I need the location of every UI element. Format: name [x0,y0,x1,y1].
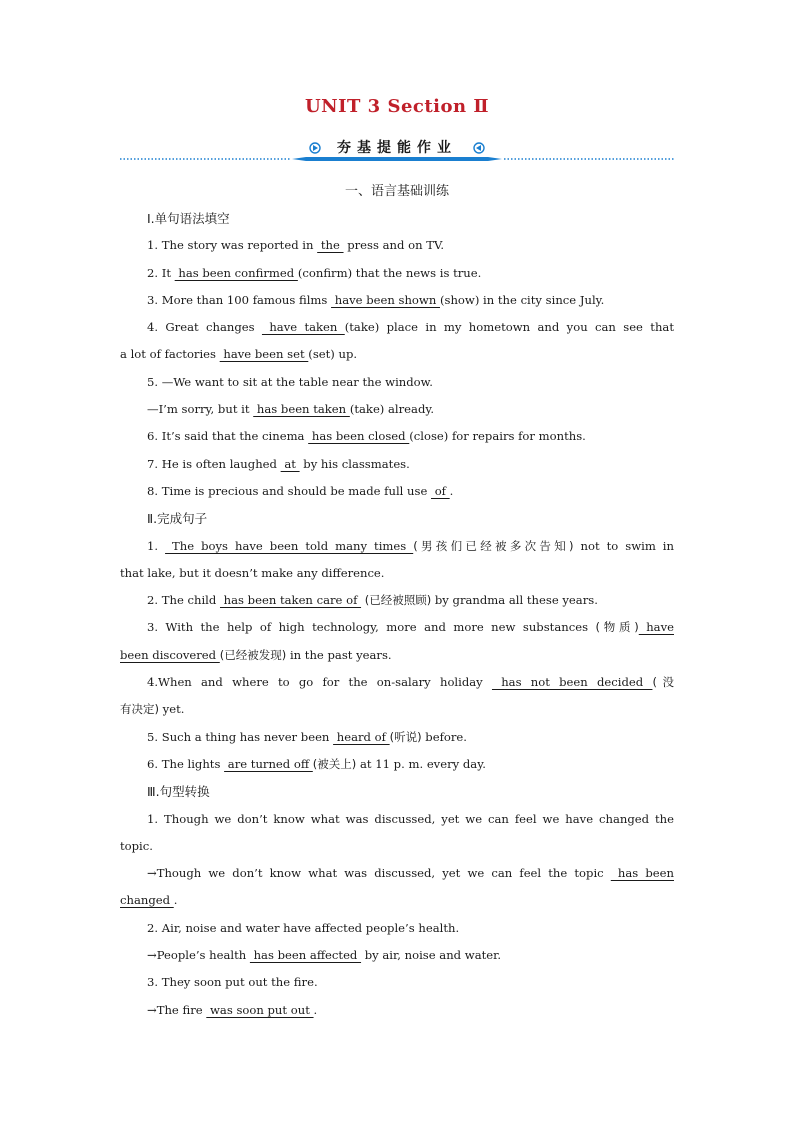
answer-blank: have been set [219,347,309,362]
q-text: a lot of factories [120,347,220,362]
answer-blank: are turned off [224,756,313,771]
question-continued [120,341,674,368]
q-text: (take) place in my hometown and you can see that [344,320,674,335]
answer-blank: have been shown [331,292,440,307]
answer-blank: has been closed [308,429,410,444]
chinese-hint: (已经被发现) [219,647,287,662]
chinese-hint: (物质) [595,620,639,635]
q-text: 2. The child [147,593,220,608]
question [120,314,674,341]
q-text: before. [421,729,467,744]
chinese-hint: (男孩们已经被多次告知) [413,538,574,553]
q-text: not to swim in [573,538,674,553]
question: 5. —We want to sit at the table near the window. [147,374,433,389]
q-text: 8. Time is precious and should be made full use [147,483,432,498]
question [120,423,674,450]
answer-blank: of [431,483,450,498]
question [120,232,674,259]
question-continued [120,696,674,723]
q-text: —I’m sorry, but it [147,402,254,417]
q-text: →People’s health [147,948,250,963]
q-text: 6. The lights [147,756,225,771]
q-text: 7. He is often laughed [147,456,281,471]
q-text: yet. [159,702,185,717]
answer-blank: changed [120,893,174,908]
q-text: →Though we don’t know what was discussed, yet we can feel the topic [147,866,611,881]
question [120,451,674,478]
q-text: press and on TV. [343,238,445,253]
question-continued [120,396,674,423]
q-text: . [173,893,178,908]
q-text: by his classmates. [299,456,410,471]
q-text: in the past years. [286,647,392,662]
chinese-hint: 有决定) [120,702,159,717]
question [120,260,674,287]
q-text: (show) in the city since July. [439,292,605,307]
question [120,751,674,778]
question-continued: topic. [120,838,153,853]
q-text: (close) for repairs for months. [409,429,586,444]
answer-blank: have taken [261,320,345,335]
chinese-hint: (已经被照顾) [361,593,432,608]
question: 3. They soon put out the fire. [147,975,318,990]
answer-blank: has been taken care of [219,593,362,608]
question [120,587,674,614]
question-continued [120,997,674,1024]
answer-blank: have [638,620,674,635]
part-heading: Ⅰ.单句语法填空 [147,211,230,226]
section-heading: 一、语言基础训练 [344,184,449,199]
page-title: UNIT 3 Section Ⅱ [304,96,490,117]
question [120,478,674,505]
question-continued [120,942,674,969]
q-text: 1. [147,538,166,553]
q-text: (set) up. [308,347,358,362]
question [120,614,674,641]
answer-blank: has been taken [253,402,350,417]
chinese-hint: (被关上) [312,756,357,771]
question [120,287,674,314]
answer-blank: at [280,456,300,471]
question-continued [120,887,674,914]
q-text: 4. Great changes [147,320,262,335]
q-text: . [449,483,454,498]
question [120,724,674,751]
answer-blank: been discovered [120,647,220,662]
question-continued [120,860,674,887]
q-text: (take) already. [349,402,435,417]
q-text: (confirm) that the news is true. [297,265,482,280]
q-text: 6. It’s said that the cinema [147,429,309,444]
banner-title: 夯基提能作业 [337,140,457,156]
q-text: 2. It [147,265,175,280]
q-text: 5. Such a thing has never been [147,729,334,744]
answer-blank: was soon put out [206,1002,314,1017]
answer-blank: has been affected [249,948,362,963]
question: 1. Though we don’t know what was discussed, yet we can feel we have changed the [147,811,674,826]
q-text: by grandma all these years. [431,593,598,608]
q-text: →The fire [147,1002,207,1017]
answer-blank: has been [610,866,674,881]
part-heading: Ⅲ.句型转换 [147,784,210,800]
q-text: 4.When and where to go for the on-salary holiday [147,675,492,690]
q-text: at 11 p. m. every day. [356,756,486,771]
q-text: . [313,1002,318,1017]
answer-blank: heard of [333,729,390,744]
question [120,533,674,560]
q-text: 3. With the help of high technology, more and more new substances [147,620,596,635]
question-continued: that lake, but it doesn’t make any difference. [120,565,385,580]
q-text: by air, noise and water. [361,948,502,963]
answer-blank: The boys have been told many times [165,538,414,553]
answer-blank: has been confirmed [174,265,298,280]
part-heading: Ⅱ.完成句子 [147,511,208,527]
chinese-hint: (没 [652,675,674,690]
q-text: 1. The story was reported in [147,238,318,253]
exercise-content [120,205,674,1024]
question: 2. Air, noise and water have affected people’s health. [147,920,460,935]
chinese-hint: (听说) [389,729,422,744]
answer-blank: has not been decided [491,675,653,690]
question [120,669,674,696]
q-text: 3. More than 100 famous films [147,292,332,307]
answer-blank: the [317,238,344,253]
question-continued [120,642,674,669]
